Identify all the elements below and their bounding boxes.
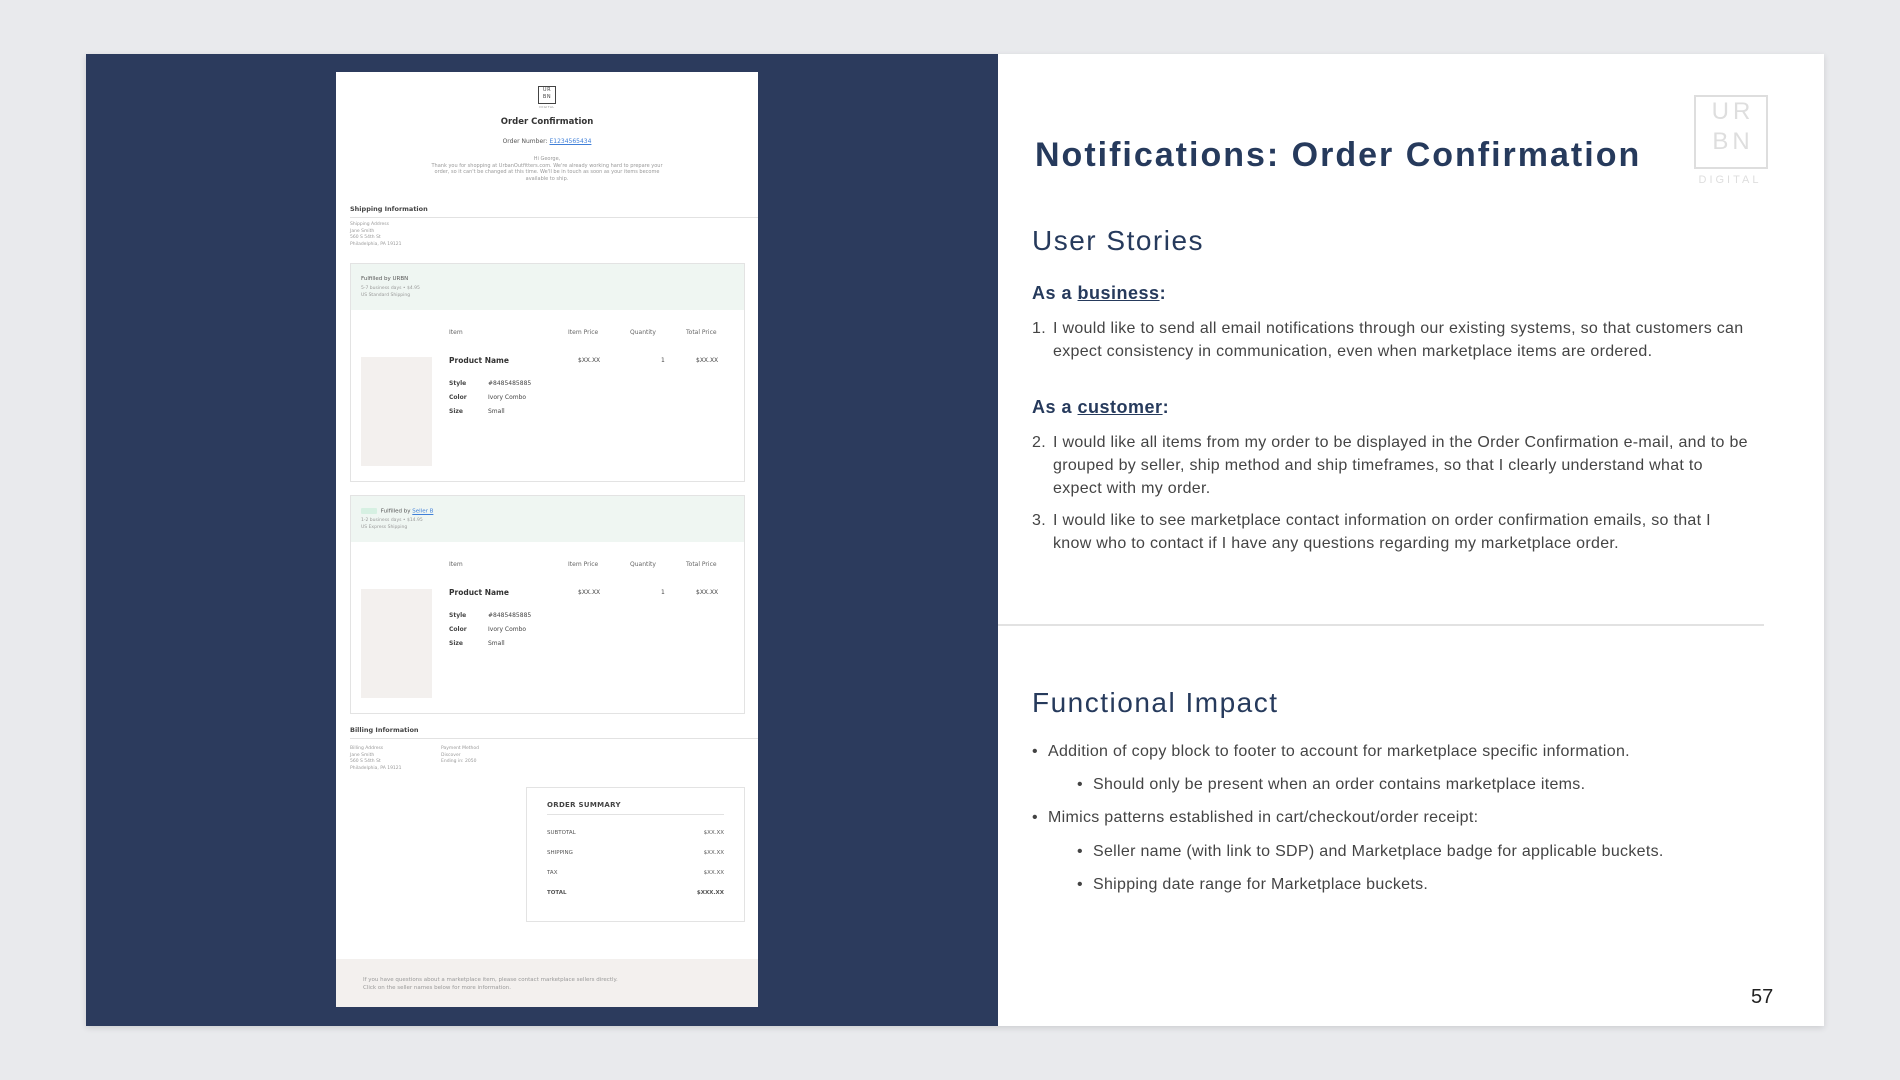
impact-bullet <box>1032 741 1630 763</box>
marketplace-badge <box>361 508 377 514</box>
quantity: 1 <box>661 357 665 364</box>
business-role-line <box>1032 283 1166 304</box>
order-summary-heading: ORDER SUMMARY <box>547 801 621 809</box>
billing-address-line: Jane Smith <box>350 752 375 758</box>
payment-label: Payment Method <box>441 746 480 751</box>
package-title <box>361 508 433 515</box>
total-price: $XX.XX <box>696 357 719 364</box>
user-story-text: I would like all items from my order to be displayed in the Order Confirmation e-mail, and to be grouped by seller, ship method and ship timeframes, so that I clearly understand what to expect with my order. <box>1053 434 1748 497</box>
package-title-text: Fulfilled by <box>380 508 411 515</box>
column-quantity: Quantity <box>630 561 656 568</box>
package-delivery: 1-2 business days • $14.95 <box>361 518 423 523</box>
footer-line: If you have questions about a marketplace item, please contact marketplace sellers directly. <box>363 977 618 983</box>
impact-bullet-text: Seller name (with link to SDP) and Marketplace badge for applicable buckets. <box>1093 843 1664 860</box>
impact-bullet-text: Shipping date range for Marketplace buckets. <box>1093 876 1429 893</box>
style-value: #8485485885 <box>488 612 532 619</box>
total-value: $XXX.XX <box>696 890 724 896</box>
product-image <box>361 357 432 466</box>
product-image <box>361 589 432 698</box>
color-value: Ivory Combo <box>488 394 527 401</box>
shipping-address <box>350 222 402 248</box>
impact-sub-bullet <box>1077 841 1664 863</box>
email-intro-text: Thank you for shopping at UrbanOutfitters.com. We're already working hard to prepare your order, so it can't be changed at this time. We'll be in touch as soon as your items become available to ship. <box>431 162 663 182</box>
impact-bullet-text: Addition of copy block to footer to account for marketplace specific information. <box>1048 743 1630 760</box>
brand-logo-line1: UR <box>1711 98 1755 125</box>
email-logo <box>538 86 556 104</box>
color-value: Ivory Combo <box>488 626 527 633</box>
slide-title: Notifications: Order Confirmation <box>1035 136 1642 174</box>
payment-line: Ending in: 2050 <box>441 759 477 764</box>
shipping-address-line: Philadelphia, PA 19121 <box>350 241 402 247</box>
style-label: Style <box>449 612 467 619</box>
user-story <box>1032 431 1752 500</box>
tax-value: $XX.XX <box>703 870 724 876</box>
style-label: Style <box>449 380 467 387</box>
shipping-address-label: Shipping Address <box>350 222 389 227</box>
email-logo-line1: UR <box>542 87 552 93</box>
package-delivery: 5-7 business days • $4.95 <box>361 286 420 291</box>
order-number-label: Order Number: <box>502 138 548 145</box>
product-name: Product Name <box>449 588 509 597</box>
order-number-link[interactable]: E1234565434 <box>549 138 592 145</box>
user-story-text: I would like to see marketplace contact information on order confirmation emails, so that I know who to contact if I have any questions regarding my marketplace order. <box>1053 512 1711 552</box>
user-story-number: 1. <box>1032 320 1046 337</box>
shipping-address-line: 560 S 54th St <box>350 235 381 240</box>
customer-role-line <box>1032 397 1169 418</box>
shipping-value: $XX.XX <box>703 850 724 856</box>
shipping-address-line: Jane Smith <box>350 228 375 234</box>
order-number-line <box>336 138 758 145</box>
package-shipping <box>361 518 423 531</box>
total-price: $XX.XX <box>696 589 719 596</box>
role-prefix: As a <box>1032 397 1078 417</box>
brand-logo <box>1694 95 1768 169</box>
billing-address <box>350 746 402 772</box>
section-divider <box>998 624 1764 626</box>
page-number: 57 <box>1751 986 1774 1008</box>
functional-impact-heading: Functional Impact <box>1032 687 1279 718</box>
size-value: Small <box>488 408 505 415</box>
order-summary <box>526 787 745 922</box>
package-method: US Standard Shipping <box>361 292 411 298</box>
impact-sub-bullet <box>1077 774 1585 796</box>
billing-address-label: Billing Address <box>350 746 384 751</box>
billing-heading: Billing Information <box>350 726 419 734</box>
role-colon: : <box>1159 283 1167 303</box>
size-value: Small <box>488 640 505 647</box>
user-story-text: I would like to send all email notifications through our existing systems, so that customers can expect consistency in communication, even when marketplace items are ordered. <box>1053 320 1744 360</box>
tax-label: TAX <box>547 870 558 876</box>
seller-link[interactable]: Seller B <box>412 508 434 515</box>
role-colon: : <box>1162 397 1170 417</box>
bullet-dot: • <box>1077 843 1083 860</box>
color-label: Color <box>449 626 467 633</box>
bullet-dot: • <box>1032 743 1038 760</box>
customer-role: customer <box>1077 397 1163 417</box>
impact-sub-bullet <box>1077 874 1428 896</box>
quantity: 1 <box>661 589 665 596</box>
column-total-price: Total Price <box>686 561 717 568</box>
column-item: Item <box>449 561 463 568</box>
column-item: Item <box>449 329 463 336</box>
payment-method <box>441 746 479 766</box>
package-header <box>351 264 744 310</box>
product-name: Product Name <box>449 356 509 365</box>
user-story-number: 2. <box>1032 434 1046 451</box>
email-logo-sub: DIGITAL <box>539 105 555 109</box>
bullet-dot: • <box>1077 776 1083 793</box>
size-label: Size <box>449 408 463 415</box>
impact-bullet <box>1032 807 1478 829</box>
email-mockup <box>336 72 758 1007</box>
user-stories-heading: User Stories <box>1032 225 1205 256</box>
size-label: Size <box>449 640 463 647</box>
package-method: US Express Shipping <box>361 524 408 530</box>
column-total-price: Total Price <box>686 329 717 336</box>
column-item-price: Item Price <box>568 329 599 336</box>
total-label: TOTAL <box>547 890 567 896</box>
bullet-dot: • <box>1077 876 1083 893</box>
billing-address-line: Philadelphia, PA 19121 <box>350 765 402 771</box>
bullet-dot: • <box>1032 809 1038 826</box>
email-footer <box>336 959 758 1007</box>
style-value: #8485485885 <box>488 380 532 387</box>
shipping-label: SHIPPING <box>547 850 573 856</box>
shipping-heading: Shipping Information <box>350 205 428 213</box>
role-prefix: As a <box>1032 283 1078 303</box>
business-role: business <box>1077 283 1160 303</box>
column-item-price: Item Price <box>568 561 599 568</box>
email-title: Order Confirmation <box>500 117 594 127</box>
email-logo-line2: BN <box>542 94 552 100</box>
column-quantity: Quantity <box>630 329 656 336</box>
order-summary-divider <box>547 814 724 815</box>
package-shipping <box>361 286 420 299</box>
email-greeting: Hi George, <box>533 156 561 162</box>
brand-logo-sub: DIGITAL <box>1698 174 1762 186</box>
user-story-number: 3. <box>1032 512 1046 529</box>
brand-logo-line2: BN <box>1712 128 1754 155</box>
item-price: $XX.XX <box>578 357 601 364</box>
footer-line: Click on the seller names below for more information. <box>363 985 511 991</box>
payment-line: Discover <box>441 752 461 758</box>
impact-bullet-text: Mimics patterns established in cart/checkout/order receipt: <box>1048 809 1479 826</box>
user-story <box>1032 317 1752 363</box>
subtotal-label: SUBTOTAL <box>547 830 576 836</box>
shipping-divider <box>350 217 758 218</box>
billing-divider <box>350 738 758 739</box>
subtotal-value: $XX.XX <box>703 830 724 836</box>
impact-bullet-text: Should only be present when an order contains marketplace items. <box>1093 776 1586 793</box>
package-card <box>350 495 745 714</box>
item-price: $XX.XX <box>578 589 601 596</box>
email-intro <box>431 156 663 182</box>
billing-address-line: 560 S 54th St <box>350 759 381 764</box>
package-title: Fulfilled by URBN <box>361 276 409 282</box>
color-label: Color <box>449 394 467 401</box>
mockup-panel <box>86 54 998 1026</box>
email-footer-text <box>363 976 618 992</box>
slide <box>86 54 1824 1026</box>
package-card <box>350 263 745 482</box>
user-story <box>1032 509 1752 555</box>
package-header <box>351 496 744 542</box>
